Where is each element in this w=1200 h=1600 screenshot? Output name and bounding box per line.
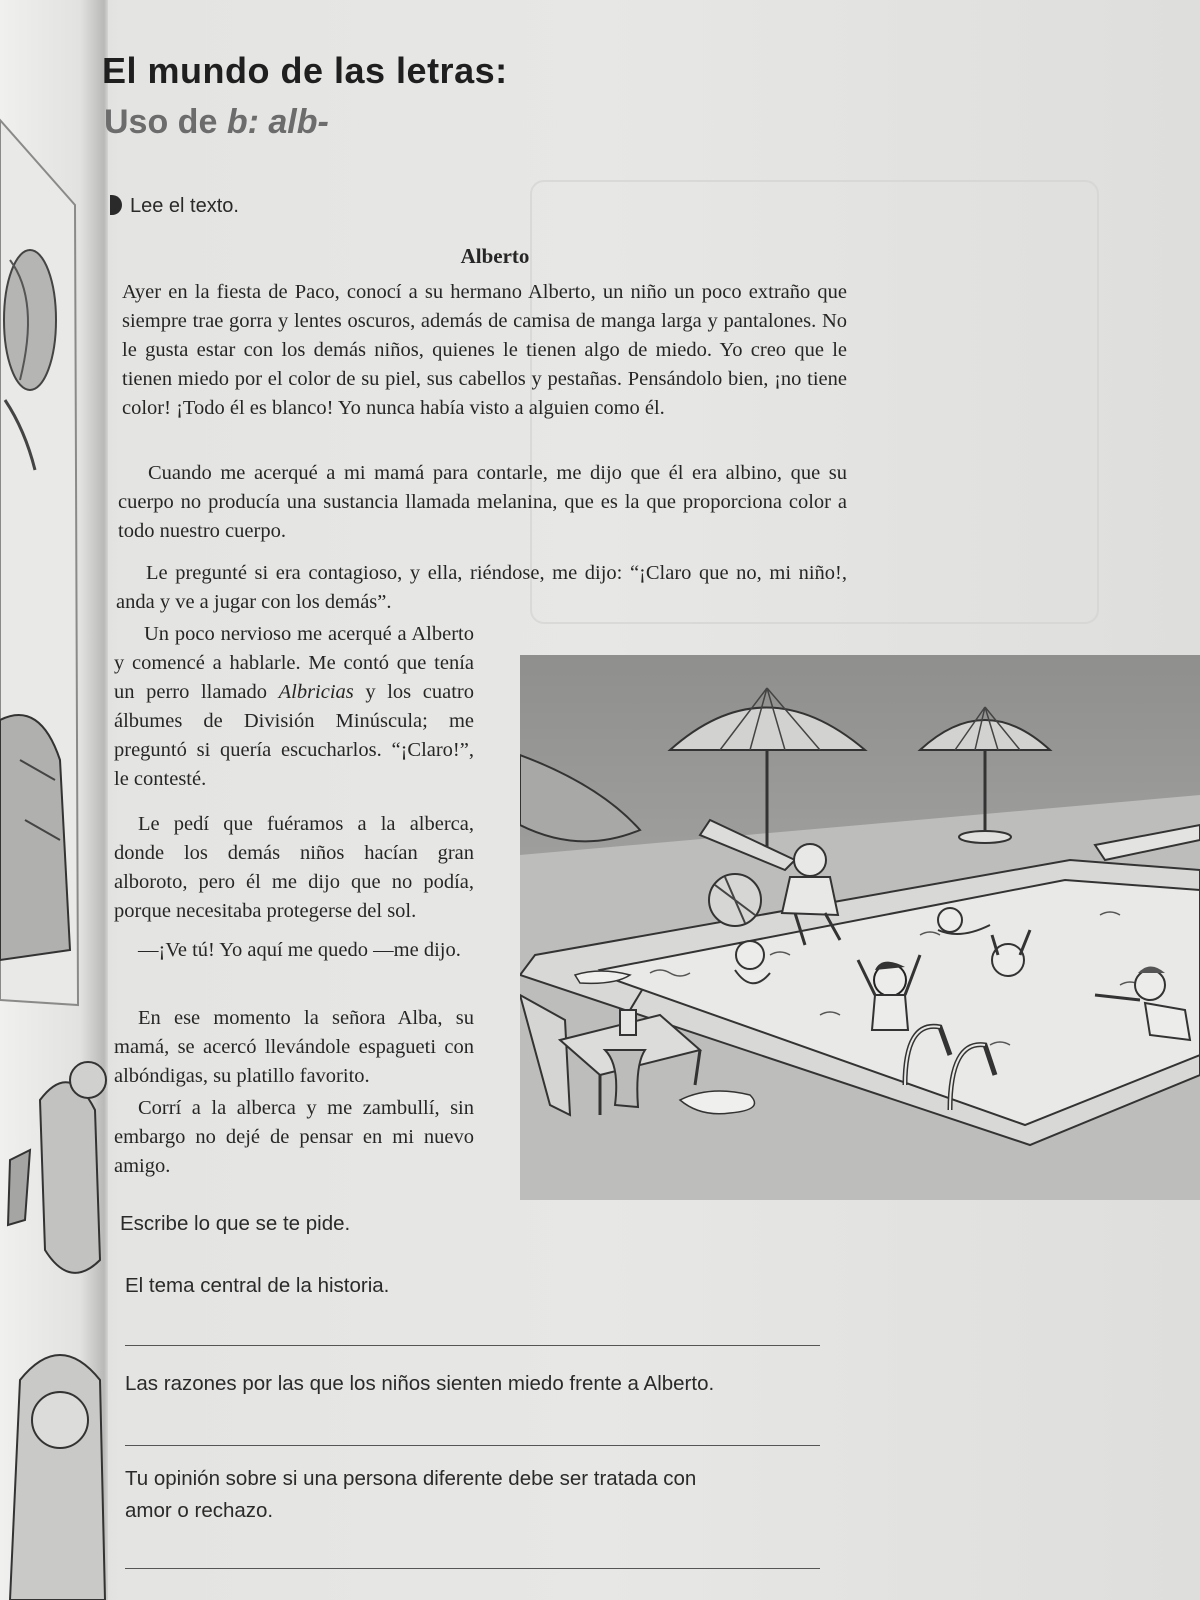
question-3: [125, 1467, 696, 1523]
answer-line-2[interactable]: [125, 1445, 820, 1446]
story-paragraph-5: Le pedí que fuéramos a la alberca, donde los demás niños hacían gran alboroto, pero él me dijo que no podía, porque necesitaba protegerse del sol.: [114, 813, 474, 922]
pool-illustration: [520, 655, 1200, 1200]
read-instruction-text: Lee el texto.: [130, 195, 239, 217]
question-3-line-2: amor o rechazo.: [125, 1499, 274, 1522]
answer-line-3[interactable]: [125, 1568, 820, 1569]
read-instruction: [110, 195, 239, 218]
story-title: Alberto: [460, 244, 530, 268]
bullet-icon: [110, 195, 122, 215]
story-paragraph-6: —¡Ve tú! Yo aquí me quedo —me dijo.: [138, 939, 461, 961]
question-3-line-1: Tu opinión sobre si una persona diferente debe ser tratada con: [125, 1467, 697, 1490]
left-page-gutter: [0, 0, 108, 1600]
page-subtitle: [104, 103, 329, 142]
story-paragraph-8: Corrí a la alberca y me zambullí, sin embargo no dejé de pensar en mi nuevo amigo.: [114, 1097, 474, 1177]
story-paragraph-2: Cuando me acerqué a mi mamá para contarle, me dijo que él era albino, que su cuerpo no producía una sustancia llamada melanina, que es la que proporciona color a todo nuestro cuerpo.: [118, 462, 847, 542]
adjacent-page-illustration: [0, 0, 108, 1600]
story-paragraph-7: En ese momento la señora Alba, su mamá, se acercó llevándole espagueti con albóndigas, su platillo favorito.: [114, 1007, 474, 1087]
question-2: Las razones por las que los niños sienten miedo frente a Alberto.: [125, 1372, 715, 1395]
answer-line-1[interactable]: [125, 1345, 820, 1346]
subtitle-italic: b: alb-: [226, 103, 329, 141]
story-paragraph-4: [114, 620, 474, 794]
exercise-instruction: Escribe lo que se te pide.: [120, 1212, 351, 1235]
story-paragraph-3: Le pregunté si era contagioso, y ella, riéndose, me dijo: “¡Claro que no, mi niño!, anda y ve a jugar con los demás”.: [116, 562, 847, 613]
subtitle-prefix: Uso de: [104, 103, 227, 141]
p4-text-a: Un poco nervioso me acerqué a Alberto y comencé a hablarle. Me contó que tenía un perro llamado: [114, 623, 474, 703]
question-1: El tema central de la historia.: [125, 1274, 390, 1297]
page-title: El mundo de las letras:: [102, 50, 508, 91]
p4-text-b: y los cuatro álbumes de División Minúscula; me preguntó si quería escucharlos. “¡Claro!”, le contesté.: [114, 681, 474, 790]
story-paragraph-1: Ayer en la fiesta de Paco, conocí a su hermano Alberto, un niño un poco extraño que siempre trae gorra y lentes oscuros, además de camisa de manga larga y pantalones. No le gusta estar con los demás niños, quienes le tienen algo de miedo. Yo creo que le tienen miedo por el color de su piel, sus cabellos y pestañas. Pensándolo bien, ¡no tiene color! ¡Todo él es blanco! Yo nunca había visto a alguien como él.: [122, 281, 847, 419]
dog-name: Albricias: [278, 681, 354, 703]
